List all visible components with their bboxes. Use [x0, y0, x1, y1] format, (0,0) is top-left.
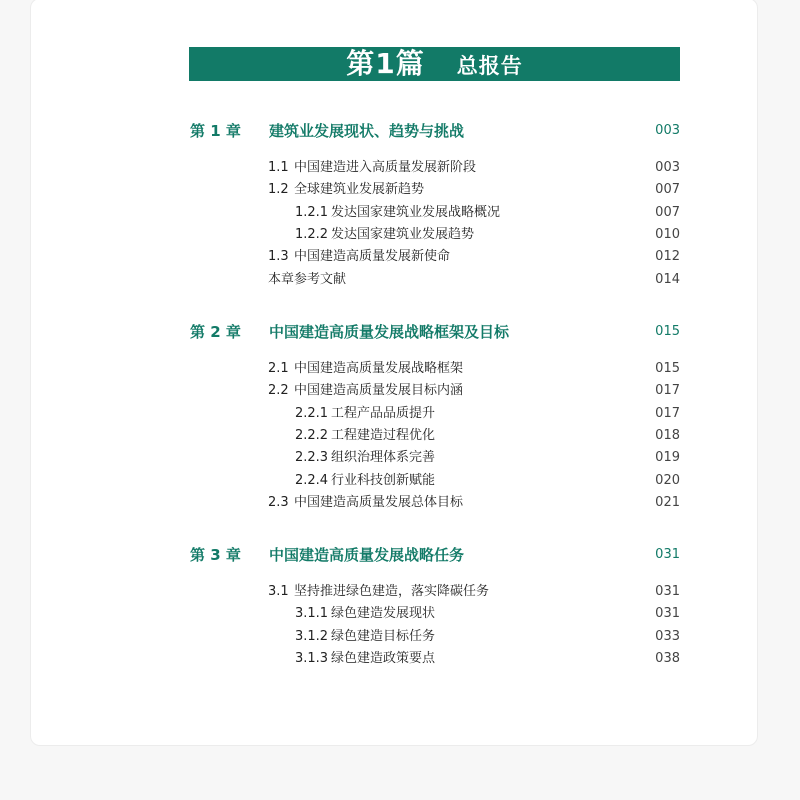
section-number: 2.2.4 — [295, 472, 329, 488]
section-title: 绿色建造发展现状 — [331, 606, 436, 622]
section-title: 发达国家建筑业发展战略概况 — [331, 204, 501, 220]
section-title: 本章参考文献 — [268, 271, 347, 287]
toc-entry[interactable] — [0, 247, 800, 267]
section-number: 3.1.3 — [295, 650, 329, 666]
toc-entry[interactable] — [0, 582, 800, 602]
section-page-number: 017 — [655, 405, 680, 421]
toc-entry[interactable] — [0, 359, 800, 379]
toc-entry[interactable] — [0, 404, 800, 424]
section-title: 中国建造高质量发展总体目标 — [294, 494, 464, 510]
toc-entry[interactable] — [0, 203, 800, 223]
part-banner — [189, 47, 680, 81]
section-page-number: 019 — [655, 450, 680, 466]
section-page-number: 020 — [655, 472, 680, 488]
section-title: 绿色建造政策要点 — [331, 650, 436, 666]
section-page-number: 015 — [655, 361, 680, 376]
toc-entry[interactable] — [0, 225, 800, 245]
chapter-page-number: 015 — [655, 324, 680, 339]
toc-entry[interactable] — [0, 649, 800, 669]
chapter-title: 建筑业发展现状、趋势与挑战 — [269, 122, 465, 140]
section-number: 1.3 — [268, 249, 289, 265]
section-number: 2.2.3 — [295, 450, 329, 466]
section-title: 中国建造高质量发展战略框架 — [294, 361, 464, 376]
toc-entry[interactable] — [0, 493, 800, 513]
section-page-number: 017 — [655, 383, 680, 399]
chapter-number: 第 2 章 — [190, 323, 241, 341]
section-page-number: 007 — [655, 204, 680, 220]
section-title: 中国建造进入高质量发展新阶段 — [294, 160, 477, 175]
toc-entry[interactable] — [0, 426, 800, 446]
section-title: 绿色建造目标任务 — [331, 628, 436, 644]
toc-entry[interactable] — [0, 180, 800, 200]
chapter-heading[interactable] — [0, 120, 800, 142]
section-title: 坚持推进绿色建造，落实降碳任务 — [294, 584, 490, 599]
section-title: 工程产品品质提升 — [331, 405, 436, 421]
references-entry[interactable] — [0, 270, 800, 290]
toc-entry[interactable] — [0, 158, 800, 178]
chapter-heading[interactable] — [0, 544, 800, 566]
chapter-number: 第 1 章 — [190, 122, 241, 140]
section-page-number: 021 — [655, 494, 680, 510]
section-number: 1.2 — [268, 182, 289, 198]
section-page-number: 003 — [655, 160, 680, 175]
section-title: 工程建造过程优化 — [331, 427, 436, 443]
section-number: 2.2.2 — [295, 427, 329, 443]
section-number: 2.1 — [268, 361, 289, 376]
toc-entry[interactable] — [0, 381, 800, 401]
section-page-number: 010 — [655, 226, 680, 242]
section-page-number: 018 — [655, 427, 680, 443]
toc-entry[interactable] — [0, 448, 800, 468]
section-title: 全球建筑业发展新趋势 — [294, 182, 425, 198]
section-page-number: 014 — [655, 271, 680, 287]
chapter-heading[interactable] — [0, 321, 800, 343]
section-number: 1.1 — [268, 160, 289, 175]
chapter-page-number: 003 — [655, 123, 680, 138]
toc-entry[interactable] — [0, 627, 800, 647]
section-page-number: 033 — [655, 628, 680, 644]
toc-entry[interactable] — [0, 471, 800, 491]
section-number: 2.3 — [268, 494, 289, 510]
section-number: 2.2.1 — [295, 405, 329, 421]
section-page-number: 031 — [655, 584, 680, 599]
section-title: 组织治理体系完善 — [331, 450, 436, 466]
section-number: 3.1 — [268, 584, 289, 599]
chapter-title: 中国建造高质量发展战略任务 — [269, 546, 465, 564]
page-scrollbar[interactable] — [792, 0, 800, 800]
section-page-number: 038 — [655, 650, 680, 666]
chapter-title: 中国建造高质量发展战略框架及目标 — [269, 323, 510, 341]
section-page-number: 031 — [655, 606, 680, 622]
chapter-page-number: 031 — [655, 547, 680, 562]
section-title: 行业科技创新赋能 — [331, 472, 436, 488]
part-number: 第1篇 — [346, 47, 425, 80]
section-number: 1.2.1 — [295, 204, 329, 220]
section-title: 中国建造高质量发展目标内涵 — [294, 383, 464, 399]
section-title: 发达国家建筑业发展趋势 — [331, 226, 475, 242]
part-subtitle: 总报告 — [456, 54, 523, 78]
section-title: 中国建造高质量发展新使命 — [294, 249, 451, 265]
section-number: 2.2 — [268, 383, 289, 399]
section-page-number: 007 — [655, 182, 680, 198]
chapter-number: 第 3 章 — [190, 546, 241, 564]
section-number: 1.2.2 — [295, 226, 329, 242]
toc-entry[interactable] — [0, 604, 800, 624]
section-number: 3.1.1 — [295, 606, 329, 622]
section-page-number: 012 — [655, 249, 680, 265]
section-number: 3.1.2 — [295, 628, 329, 644]
